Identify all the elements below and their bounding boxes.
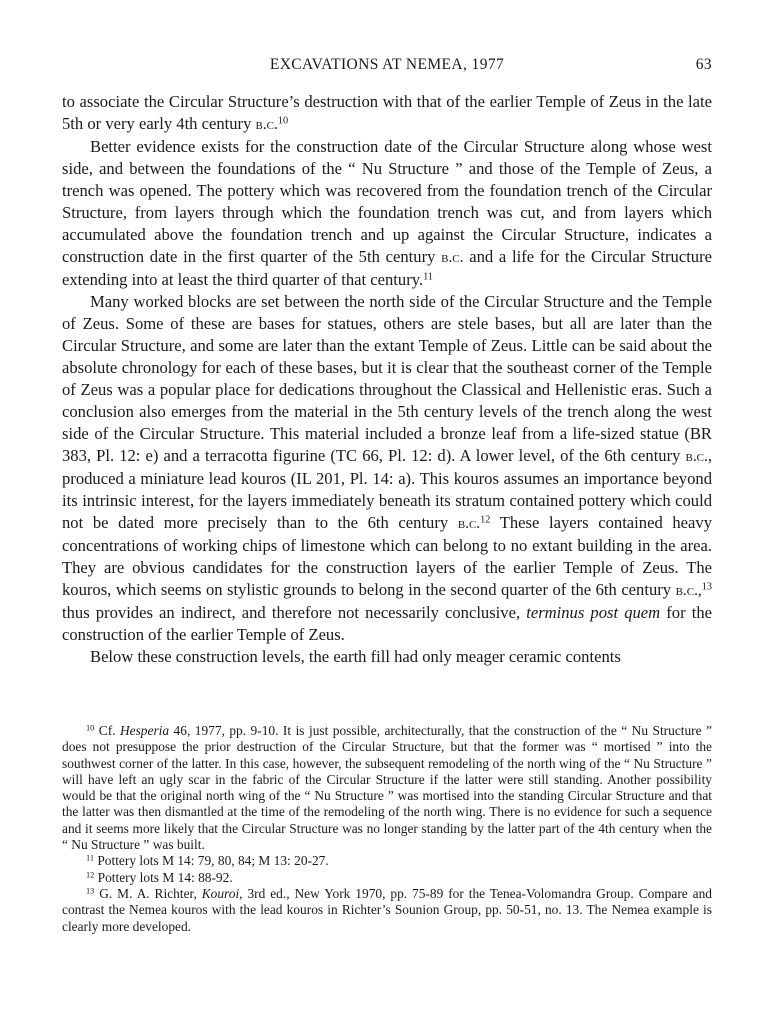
text-run: Better evidence exists for the construction date of the Circular Structure along whose west side, and between the foundations of the “ Nu Structure ” and those of the Temple of Zeus, a trench was opened. The pottery which was recovered from the foundation trench of the Circular Structure, from layers through which the foundation trench was cut, and from layers which accumulated above the foundation trench and up against the Circular Structure, indicates a construction date in the first quarter of the 5th century <box>62 137 712 266</box>
footnote-text: Pottery lots M 14: 88-92. <box>94 869 233 885</box>
paragraph-3 <box>62 291 712 646</box>
footnote-12 <box>62 870 712 886</box>
book-title: Kouroi <box>201 885 240 901</box>
text-run: for the construction of the earlier Temple of Zeus. <box>62 603 712 644</box>
footnote-marker: 12 <box>86 870 95 880</box>
text-run: and a life for the Circular Structure extending into at least the third quarter of that century. <box>62 247 712 289</box>
era-abbrev: b.c. <box>457 515 481 532</box>
footnote-ref-12[interactable]: 12 <box>480 514 491 526</box>
era-abbrev: b.c. <box>685 448 708 465</box>
footnote-marker: 11 <box>86 853 94 863</box>
era-abbrev: b.c. <box>255 116 278 133</box>
footnote-text: Cf. <box>94 723 120 738</box>
footnote-text: G. M. A. Richter, <box>94 885 202 901</box>
era-abbrev: b.c. <box>441 249 464 266</box>
paragraph-4 <box>62 646 712 668</box>
running-title: EXCAVATIONS AT NEMEA, 1977 <box>269 56 505 73</box>
footnote-13 <box>62 886 712 935</box>
era-abbrev: b.c., <box>675 582 702 599</box>
footnote-text: Pottery lots M 14: 79, 80, 84; M 13: 20-27. <box>94 853 329 869</box>
paragraph-2 <box>62 136 712 291</box>
footnote-10 <box>62 723 712 853</box>
italic-term: terminus post quem <box>526 603 661 622</box>
text-run: These layers contained heavy concentrations of working chips of limestone which can belong to no extant building in the area. They are obvious candidates for the construction layers of the earlier Temple of Zeus. The kouros, which seems on stylistic grounds to belong in the second quarter of the 6th century <box>62 513 712 599</box>
footnote-ref-13[interactable]: 13 <box>701 581 712 593</box>
text-run: thus provides an indirect, and therefore not necessarily conclusive, <box>62 603 527 622</box>
text-run: to associate the Circular Structure’s destruction with that of the earlier Temple of Zeus in the late 5th or very early 4th century <box>62 92 712 133</box>
main-text <box>62 91 712 668</box>
text-run: Below these construction levels, the earth fill had only meager ceramic contents <box>90 647 621 666</box>
footnote-text: 46, 1977, pp. 9-10. It is just possible, architecturally, that the construction of the “ Nu Structure ” does not presuppose the prior destruction of the Circular Structure, but that the former was “ mortised ” into the southwest corner of the latter. In this case, however, the subsequent remodeling of the north wing of the “ Nu Structure ” will have left an ugly scar in the fabric of the Circular Structure if the latter were still standing. Another possibility would be that the original north wing of the “ Nu Structure ” was mortised into the standing Circular Structure and that the latter was then dismantled at the time of the remodeling of the north wing. There is no evidence for such a sequence and it seems more likely that the Circular Structure was no longer standing by the latter part of the 4th century when the “ Nu Structure ” was built. <box>62 723 712 853</box>
footnote-ref-10[interactable]: 10 <box>277 115 289 127</box>
footnotes <box>62 723 712 935</box>
footnote-11 <box>62 853 712 869</box>
page-number: 63 <box>695 56 712 73</box>
journal-title: Hesperia <box>119 723 170 738</box>
text-run: , produced a miniature lead kouros (IL 201, Pl. 14: a). This kouros assumes an importance beyond its intrinsic interest, for the layers immediately beneath its stratum contained pottery which could not be dated more precisely than to the 6th century <box>62 446 712 532</box>
paragraph-1 <box>62 91 712 136</box>
text-run: Many worked blocks are set between the north side of the Circular Structure and the Temple of Zeus. Some of these are bases for statues, others are stele bases, but all are later than the Circular Structure, and some are later than the extant Temple of Zeus. Little can be said about the absolute chronology for each of these bases, but it is clear that the southeast corner of the Temple of Zeus was a popular place for dedications throughout the Classical and Hellenistic eras. Such a conclusion also emerges from the material in the 5th century levels of the trench along the west side of the Circular Structure. This material included a bronze leaf from a life-sized statue (BR 383, Pl. 12: e) and a terracotta figurine (TC 66, Pl. 12: d). A lower level, of the 6th century <box>62 292 712 465</box>
footnote-marker: 13 <box>86 886 95 896</box>
footnote-marker: 10 <box>86 723 95 733</box>
footnote-text: , 3rd ed., New York 1970, pp. 75-89 for the Tenea-Volomandra Group. Compare and contrast the Nemea kouros with the lead kouros in Richter’s Sounion Group, pp. 50-51, no. 13. The Nemea example is clearly more developed. <box>62 885 712 934</box>
footnote-ref-11[interactable]: 11 <box>423 271 434 283</box>
running-head <box>62 56 712 80</box>
